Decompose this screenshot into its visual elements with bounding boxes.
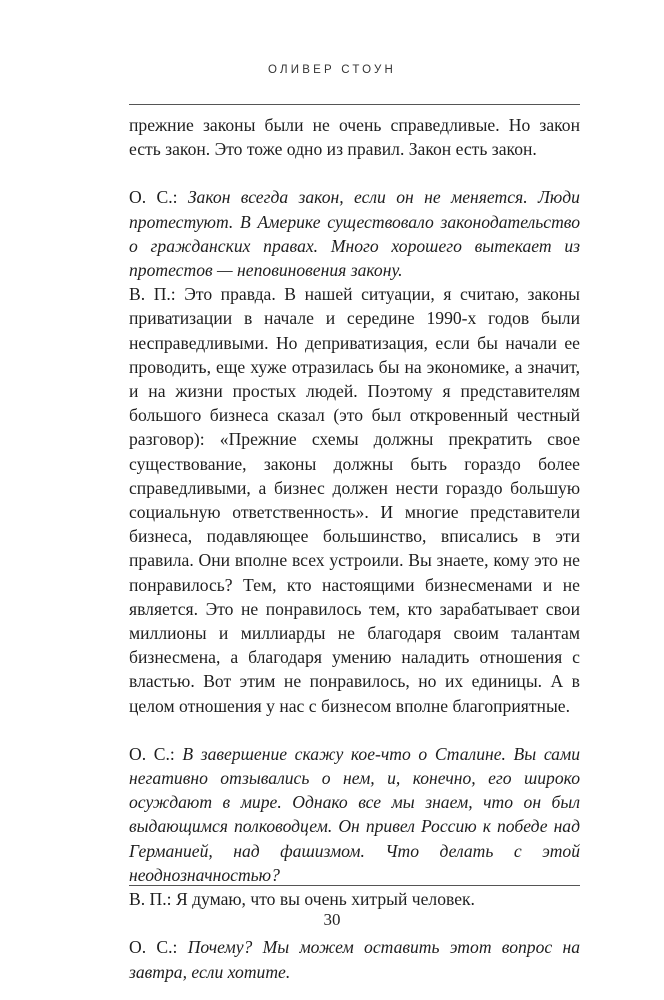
question-text: Закон всегда закон, если он не меняется. Люди протестуют. В Америке существовало законодательство о гражданских правах. Много хорошего вытекает из протестов — неповиновения закону. [129, 187, 580, 281]
paragraph-answer-2 [129, 887, 580, 911]
paragraph-question-3 [129, 935, 580, 983]
paragraph-intro [129, 113, 580, 161]
paragraph-answer-1 [129, 282, 580, 718]
question-text: Почему? Мы можем оставить этот вопрос на завтра, если хотите. [129, 937, 580, 982]
running-header: ОЛИВЕР СТОУН [268, 64, 396, 76]
question-text: В завершение скажу кое-что о Сталине. Вы сами негативно отзывались о нем, и, конечно, его широко осуждают в мире. Однако все мы знаем, что он был выдающимся полководцем. Он привел Россию к победе над Германией, над фашизмом. Что делать с этой неоднозначностью? [129, 743, 580, 885]
speaker-label: В. П.: [129, 284, 176, 305]
paragraph-gap [129, 718, 580, 742]
speaker-label: О. С.: [129, 187, 178, 208]
page-body [129, 113, 580, 984]
footer-rule [129, 885, 580, 886]
page-number: 30 [323, 910, 341, 929]
answer-text: Это правда. В нашей ситуации, я считаю, законы приватизации в начале и середине 1990-х годов были несправедливыми. Но деприватизация, если бы начали ее проводить, еще хуже отразилась бы на экономике, а значит, и на жизни простых людей. Поэтому я представителям большого бизнеса сказал (это был откровенный честный разговор): «Прежние схемы должны прекратить свое существование, законы должны быть гораздо более справедливыми, а бизнес должен нести гораздо большую социальную ответственность». И многие представители бизнеса, подавляющее большинство, вписались в эти правила. Они вполне всех устроили. Вы знаете, кому это не понравилось? Тем, кто настоящими бизнесменами и не является. Это не понравилось тем, кто зарабатывает свои миллионы и миллиарды не благодаря своим талантам бизнесмена, а благодаря умению наладить отношения с властью. Вот этим не понравилось, но их единицы. А в целом отношения у нас с бизнесом вполне благоприятные. [129, 284, 580, 716]
header-rule [129, 104, 580, 105]
paragraph-gap [129, 161, 580, 185]
intro-text: прежние законы были не очень справедливые. Но закон есть закон. Это тоже одно из правил. Закон есть закон. [129, 115, 580, 160]
speaker-label: О. С.: [129, 937, 178, 958]
speaker-label: О. С.: [129, 743, 175, 764]
paragraph-question-1 [129, 185, 580, 282]
speaker-label: В. П.: [129, 889, 172, 910]
paragraph-question-2 [129, 742, 580, 887]
answer-text: Я думаю, что вы очень хитрый человек. [175, 889, 475, 910]
